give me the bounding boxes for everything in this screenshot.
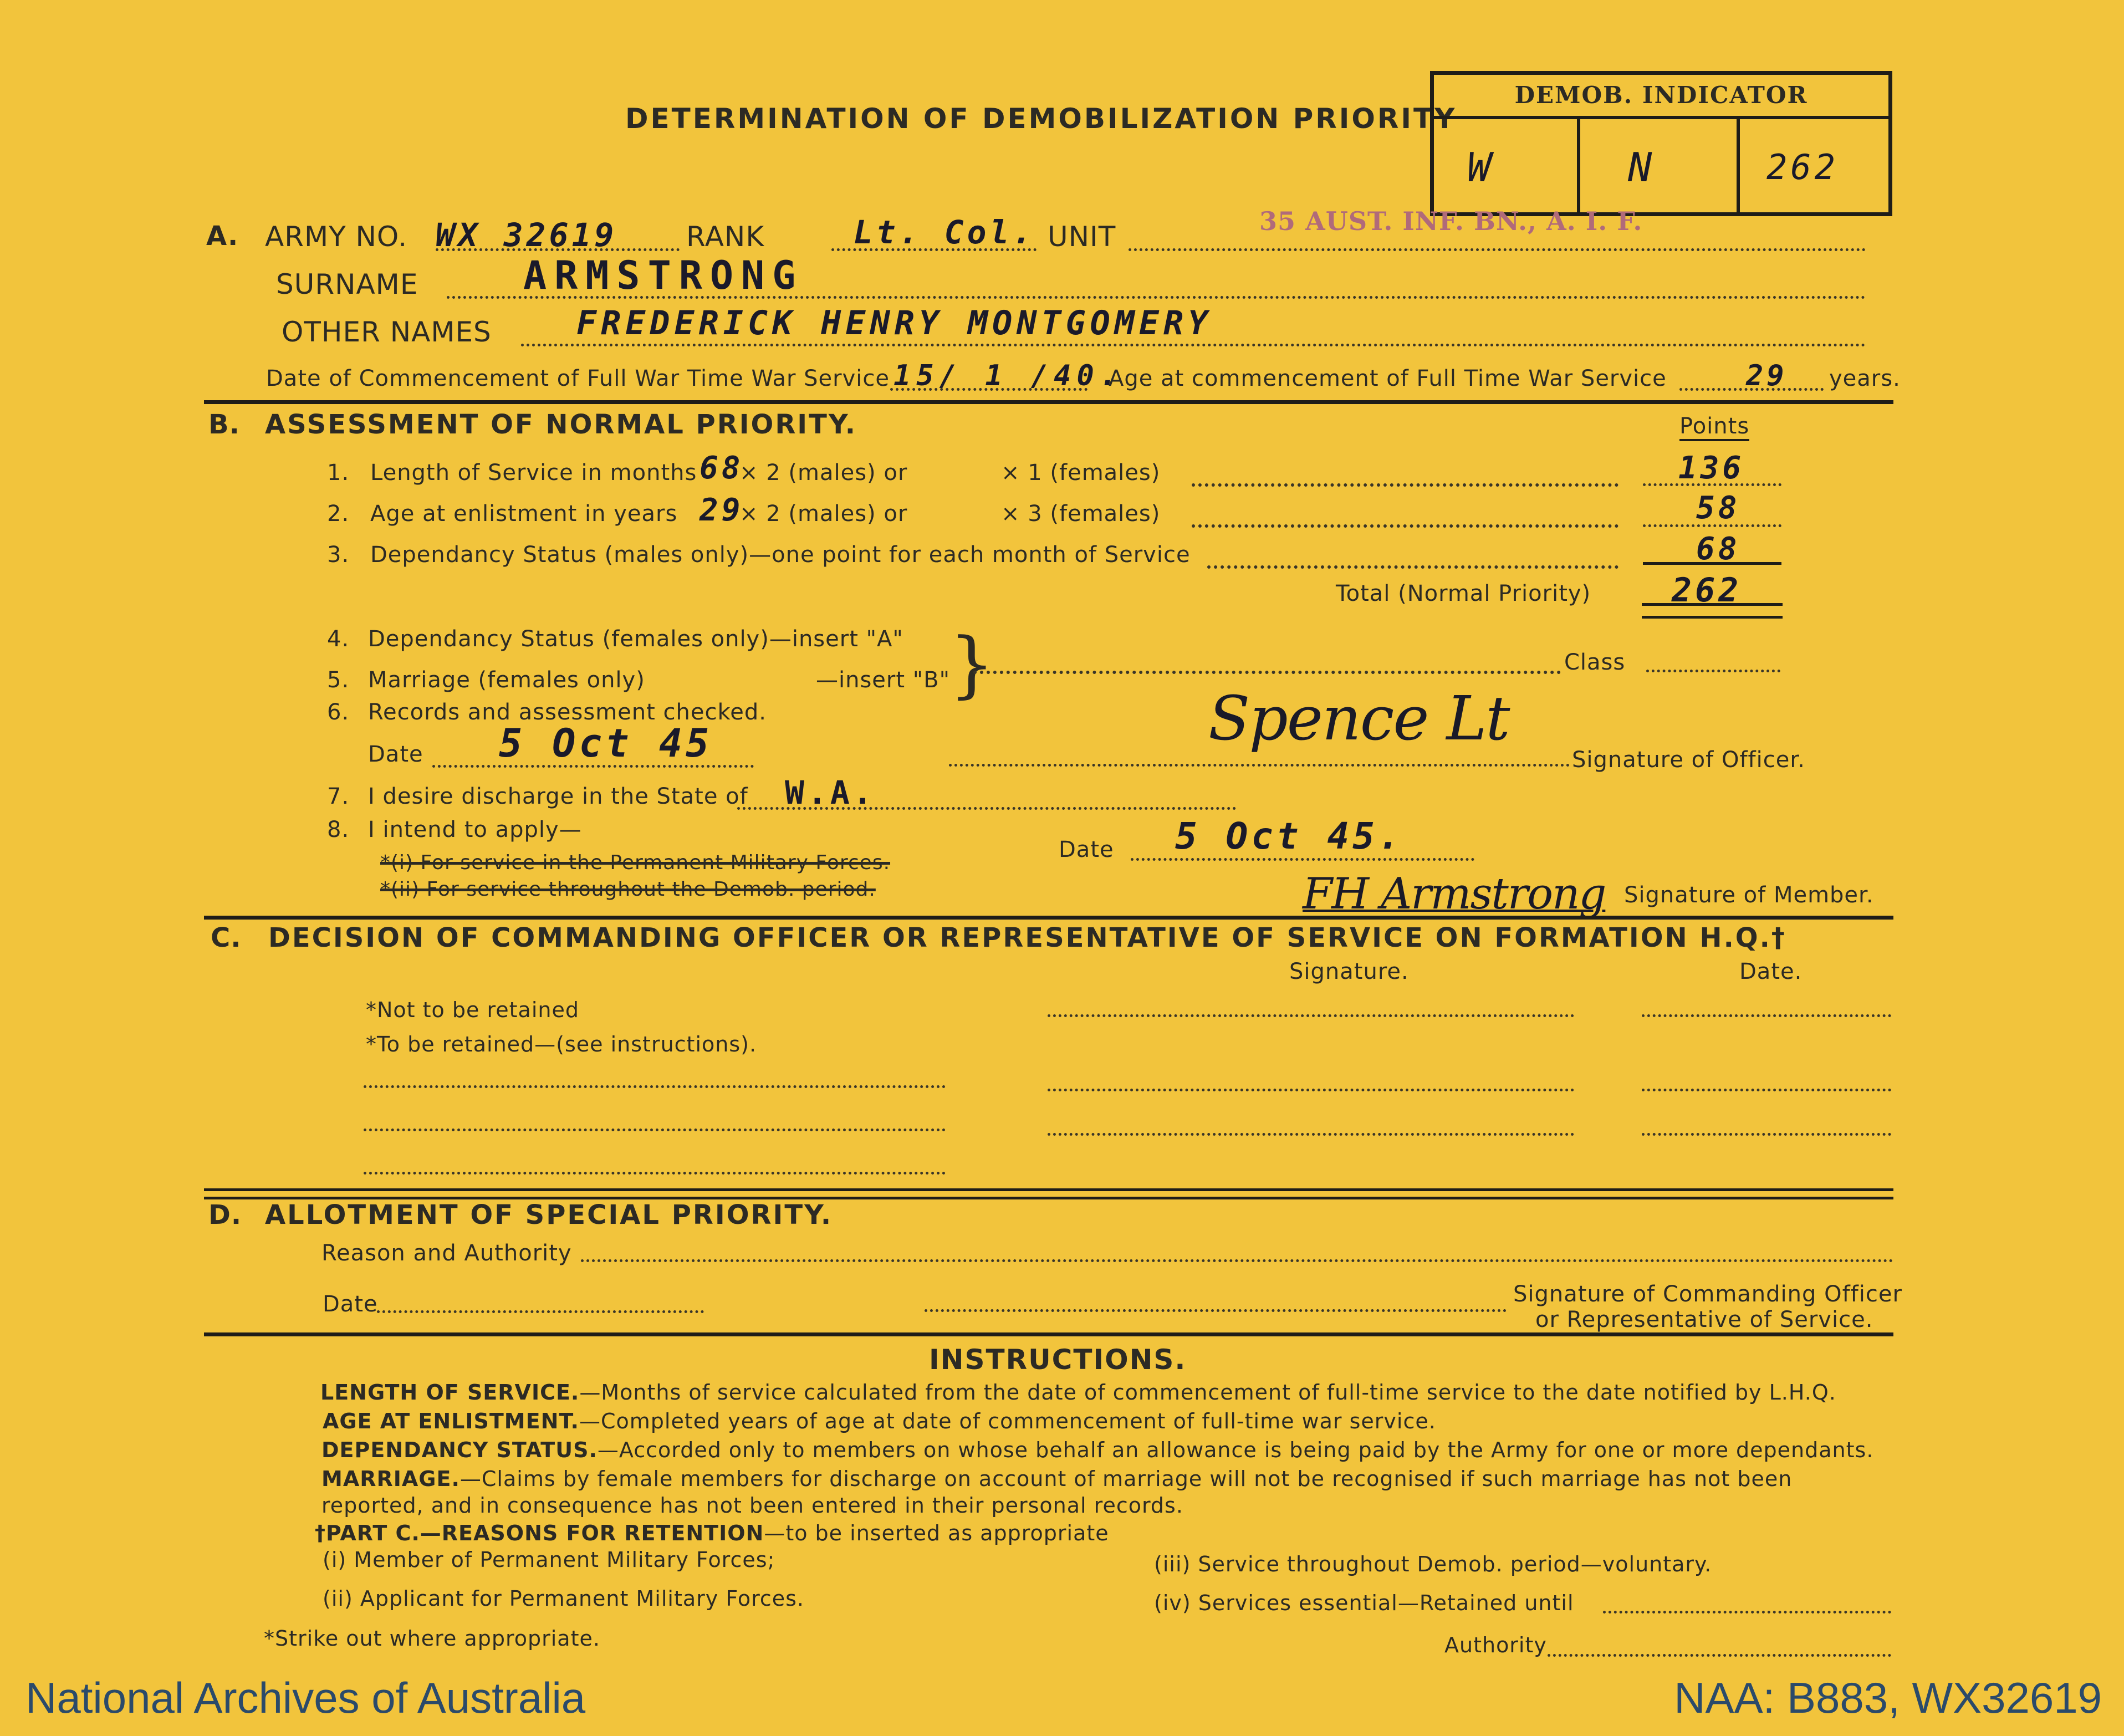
item-2-value: 29 [700,492,744,528]
item-1-value: 68 [700,450,744,486]
authority-label: Authority [1444,1633,1547,1657]
demob-indicator-box [1430,71,1892,216]
instr-age-text: —Completed years of age at date of commencement of full-time war service. [579,1409,1436,1433]
option-retained: *To be retained—(see instructions). [366,1032,757,1056]
item-8-option-i: *(i) For service in the Permanent Military Forces. [380,851,891,874]
reason-label: Reason and Authority [321,1240,572,1266]
class-label: Class [1564,650,1626,675]
section-d-signature-line-2: or Representative of Service. [1535,1307,1873,1332]
instr-dep-term: DEPENDANCY STATUS. [321,1438,598,1462]
item-7-value: W.A. [785,774,876,811]
item-7-num: 7. [327,784,350,809]
item-3-num: 3. [327,542,350,568]
section-b-marker: B. [208,409,240,440]
member-signature: FH Armstrong [1303,869,1606,919]
unit-stamp: 35 AUST. INF. BN., A. I. F. [1259,206,1643,236]
section-c-date-label: Date. [1739,959,1803,984]
item-8-option-ii: *(ii) For service throughout the Demob. period. [380,878,876,901]
section-d-signature-line-1: Signature of Commanding Officer [1513,1281,1902,1307]
instr-dep-text: —Accorded only to members on whose behalf an allowance is being paid by the Army for one or more dependants. [597,1438,1874,1462]
instr-dependancy-status [321,1438,1873,1462]
item-5-text: Marriage (females only) [368,667,645,693]
rank-label: RANK [686,221,765,253]
footer-right: NAA: B883, WX32619 [1674,1673,2102,1722]
instr-age-term: AGE AT ENLISTMENT. [323,1409,579,1433]
demob-cell-3: 262 [1766,147,1839,187]
item-2-females: × 3 (females) [1001,501,1161,527]
instr-marriage-cont: reported, and in consequence has not been entered in their personal records. [321,1493,1183,1518]
section-d-marker: D. [208,1199,242,1230]
item-8-num: 8. [327,817,350,843]
signature-officer-label: Signature of Officer. [1572,747,1805,773]
years-label: years. [1829,366,1901,391]
rank-value: Lt. Col. [854,213,1035,251]
instr-marriage [321,1467,1792,1491]
instr-partc-text: —to be inserted as appropriate [764,1521,1109,1545]
section-b-heading: ASSESSMENT OF NORMAL PRIORITY. [265,409,857,440]
item-6-date-value: 5 Oct 45 [499,721,713,766]
commencement-label: Date of Commencement of Full War Time War Service [266,366,890,391]
instr-age-at-enlistment [323,1409,1436,1433]
section-d-date-label: Date [323,1291,378,1317]
item-3-points: 68 [1696,531,1740,567]
instr-los-term: LENGTH OF SERVICE. [320,1380,580,1405]
item-1-text: Length of Service in months [370,460,697,486]
reason-iv: (iv) Services essential—Retained until [1154,1591,1574,1615]
section-c-signature-label: Signature. [1289,959,1409,984]
demob-cell-1: W [1467,144,1495,191]
unit-label: UNIT [1048,221,1116,253]
demob-indicator-label: DEMOB. INDICATOR [1434,75,1888,119]
item-6-text: Records and assessment checked. [368,699,767,725]
footer-left: National Archives of Australia [25,1673,586,1722]
item-2-points: 58 [1696,490,1740,526]
item-6-date-label: Date [368,742,423,767]
age-commencement-value: 29 [1746,359,1788,392]
age-commencement-label: Age at commencement of Full Time War Service [1109,366,1667,391]
item-8-date-label: Date [1059,837,1114,862]
item-3-text: Dependancy Status (males only)—one point for each month of Service [370,542,1191,568]
item-1-points: 136 [1678,450,1745,486]
section-d-heading: ALLOTMENT OF SPECIAL PRIORITY. [265,1199,833,1230]
instr-mar-term: MARRIAGE. [321,1467,460,1491]
other-names-value: FREDERICK HENRY MONTGOMERY [576,304,1213,343]
instr-partc-term: †PART C.—REASONS FOR RETENTION [315,1521,764,1545]
brace: } [949,622,995,706]
item-8-date-value: 5 Oct 45. [1175,815,1403,857]
instr-los-text: —Months of service calculated from the date of commencement of full-time service to the date notified by L.H.Q. [579,1380,1836,1405]
demob-cell-2: N [1628,144,1656,191]
commencement-value: 15/ 1 /40. [893,359,1123,392]
instr-part-c [315,1521,1109,1545]
instructions-heading: INSTRUCTIONS. [929,1344,1187,1376]
item-4-num: 4. [327,626,350,652]
reason-i: (i) Member of Permanent Military Forces; [323,1548,775,1572]
reason-iii: (iii) Service throughout Demob. period—voluntary. [1154,1552,1712,1576]
item-2-text: Age at enlistment in years [370,501,678,527]
item-2-males: × 2 (males) or [739,501,908,527]
points-header: Points [1679,413,1749,441]
section-a-marker: A. [206,221,239,252]
other-names-label: OTHER NAMES [282,316,492,348]
item-1-num: 1. [327,460,350,486]
army-no-value: WX 32619 [436,216,617,254]
section-c-marker: C. [211,922,242,953]
item-5-num: 5. [327,667,350,693]
officer-signature: Spence Lt [1208,683,1509,754]
army-no-label: ARMY NO. [265,221,408,253]
form-title: DETERMINATION OF DEMOBILIZATION PRIORITY [625,103,1457,135]
item-8-text: I intend to apply— [368,817,582,843]
total-value: 262 [1672,571,1742,610]
item-7-text: I desire discharge in the State of [368,784,748,809]
strike-note: *Strike out where appropriate. [264,1626,600,1651]
surname-value: ARMSTRONG [523,253,804,298]
item-1-females: × 1 (females) [1001,460,1161,486]
item-5-insert: —insert "B" [816,667,950,693]
instr-mar-text: —Claims by female members for discharge on account of marriage will not be recognised if such marriage has not been [459,1467,1793,1491]
surname-label: SURNAME [276,268,418,300]
item-1-males: × 2 (males) or [739,460,908,486]
instr-length-of-service [320,1380,1836,1405]
option-not-retained: *Not to be retained [366,998,579,1022]
reason-ii: (ii) Applicant for Permanent Military Forces. [323,1586,805,1611]
signature-member-label: Signature of Member. [1624,882,1874,908]
total-label: Total (Normal Priority) [1336,581,1591,606]
item-6-num: 6. [327,699,350,725]
item-4-text: Dependancy Status (females only)—insert "A" [368,626,903,652]
section-c-heading: DECISION OF COMMANDING OFFICER OR REPRESENTATIVE OF SERVICE ON FORMATION H.Q.† [268,922,1786,953]
item-2-num: 2. [327,501,350,527]
